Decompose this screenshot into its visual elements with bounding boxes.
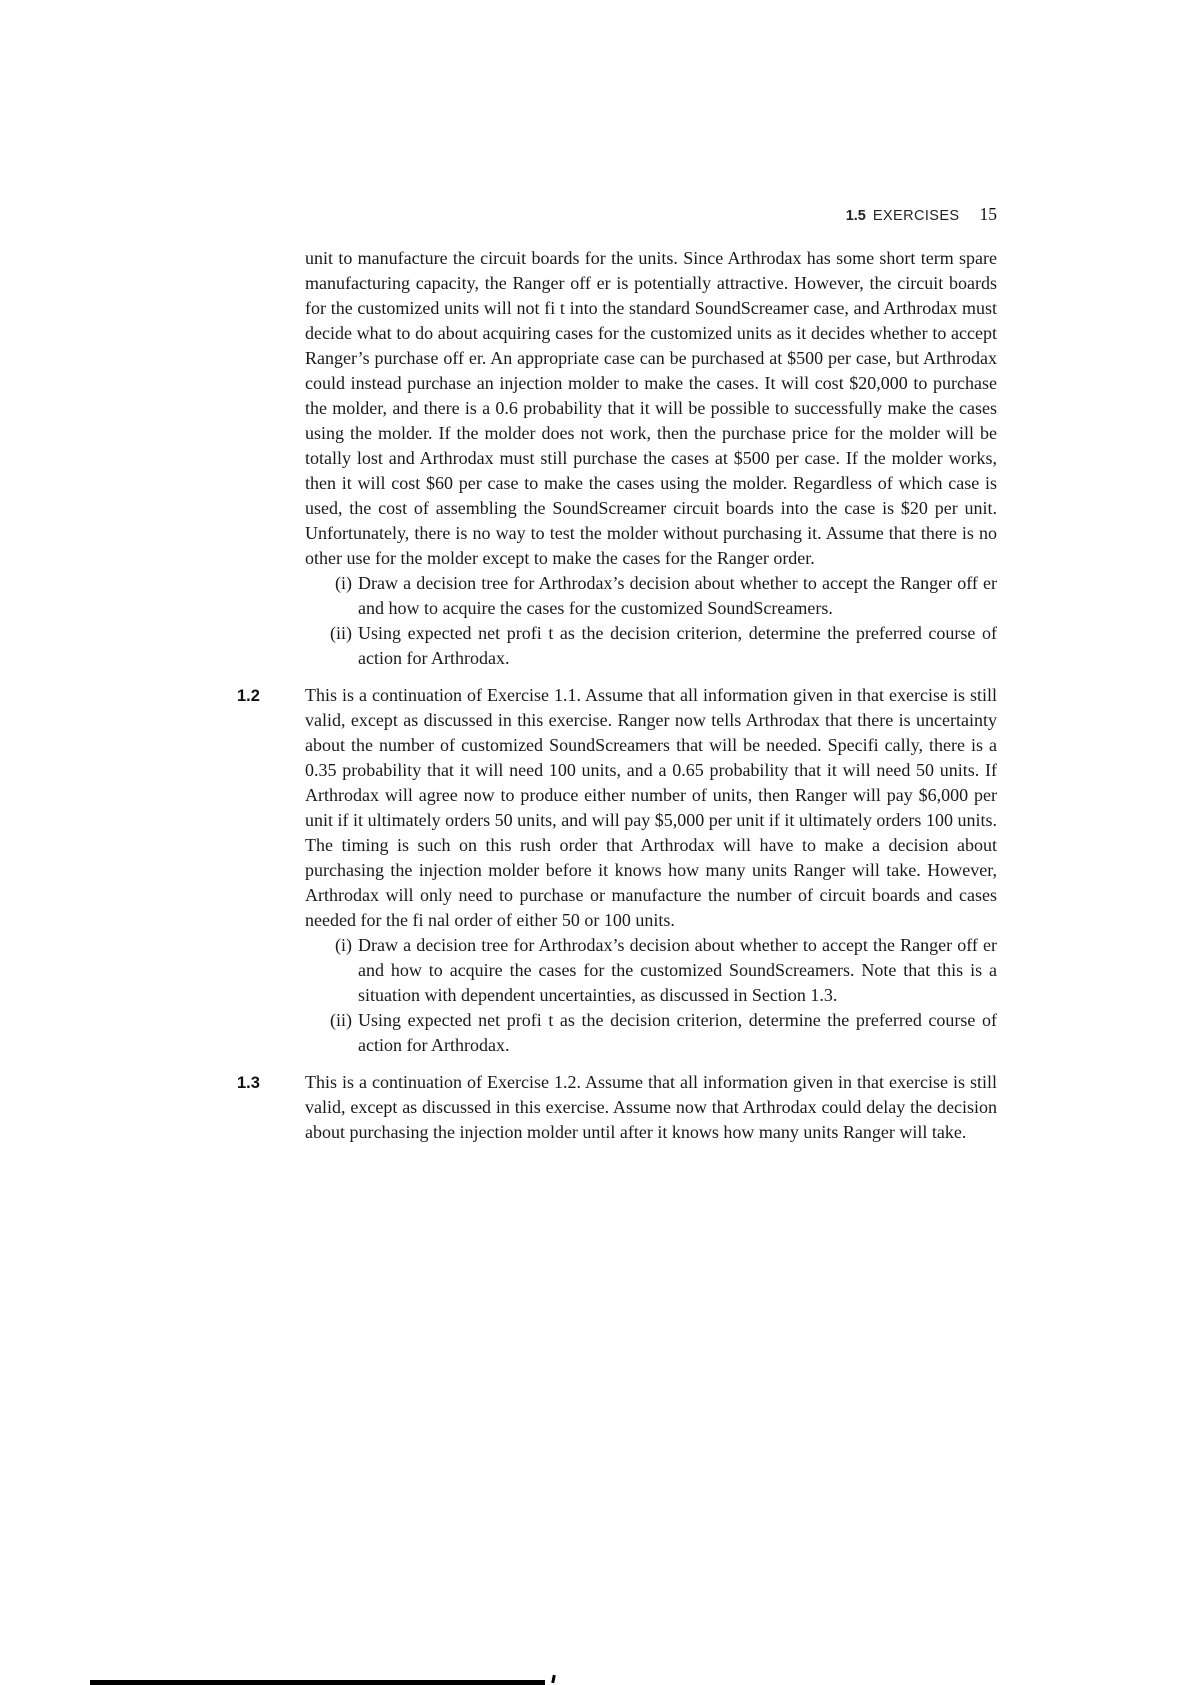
item-text: Draw a decision tree for Arthrodax’s decision about whether to accept the Ranger off er and how to acquire the cases for the customized SoundScreamers. <box>358 573 997 618</box>
exercise-paragraph: This is a continuation of Exercise 1.2. Assume that all information given in that exercise is still valid, except as discussed in this exercise. Assume now that Arthrodax could delay the decision about purchasing the injection molder until after it knows how many units Ranger will take. <box>305 1072 997 1142</box>
continuation-paragraph: unit to manufacture the circuit boards for the units. Since Arthrodax has some short term spare manufacturing capacity, the Ranger off er is potentially attractive. However, the circuit boards for the customized units will not fi t into the standard SoundScreamer case, and Arthrodax must decide what to do about acquiring cases for the customized units as it decides whether to accept Ranger’s purchase off er. An appropriate case can be purchased at $500 per case, but Arthrodax could instead purchase an injection molder to make the cases. It will cost $20,000 to purchase the molder, and there is a 0.6 probability that it will be possible to successfully make the cases using the molder. If the molder does not work, then the purchase price for the molder will be totally lost and Arthrodax must still purchase the cases at $500 per case. If the molder works, then it will cost $60 per case to make the cases using the molder. Regardless of which case is used, the cost of assembling the SoundScreamer circuit boards into the case is $20 per unit. Unfortunately, there is no way to test the molder without purchasing it. Assume that there is no other use for the molder except to make the cases for the Ranger order. <box>305 248 997 568</box>
section-number: 1.5 <box>845 208 866 224</box>
list-item <box>317 571 997 621</box>
list-item <box>317 1008 997 1058</box>
list-item <box>317 621 997 671</box>
running-head <box>305 204 997 225</box>
exercise-1-3 <box>237 1070 997 1145</box>
exercise-1-1-item-list <box>237 571 997 671</box>
scan-artifact-bar <box>90 1680 545 1685</box>
exercise-paragraph: This is a continuation of Exercise 1.1. Assume that all information given in that exercise is still valid, except as discussed in this exercise. Ranger now tells Arthrodax that there is uncertainty about the number of customized SoundScreamers that will be needed. Specifi cally, there is a 0.35 probability that it will need 100 units, and a 0.65 probability that it will need 50 units. If Arthrodax will agree now to produce either number of units, then Ranger will pay $6,000 per unit if it ultimately orders 50 units, and will pay $5,000 per unit if it ultimately orders 100 units. The timing is such on this rush order that Arthrodax will have to make a decision about purchasing the injection molder before it knows how many units Ranger will take. However, Arthrodax will only need to purchase or manufacture the number of circuit boards and cases needed for the fi nal order of either 50 or 100 units. <box>305 685 997 930</box>
exercise-1-2 <box>237 683 997 1058</box>
item-label: (ii) <box>330 1010 352 1030</box>
item-label: (i) <box>335 573 352 593</box>
exercise-number: 1.3 <box>237 1074 260 1092</box>
item-label: (ii) <box>330 623 352 643</box>
item-label: (i) <box>335 935 352 955</box>
item-text: Using expected net profi t as the decision criterion, determine the preferred course of action for Arthrodax. <box>358 623 997 668</box>
list-item <box>317 933 997 1008</box>
item-text: Using expected net profi t as the decision criterion, determine the preferred course of action for Arthrodax. <box>358 1010 997 1055</box>
item-text: Draw a decision tree for Arthrodax’s decision about whether to accept the Ranger off er and how to acquire the cases for the customized SoundScreamers. Note that this is a situation with dependent uncertainties, as discussed in Section 1.3. <box>358 935 997 1005</box>
scan-artifact-tick <box>551 1675 556 1683</box>
page-content <box>237 246 997 1145</box>
page-number: 15 <box>979 204 997 224</box>
section-title: EXERCISES <box>872 208 960 224</box>
exercise-number: 1.2 <box>237 687 260 705</box>
exercise-1-2-item-list <box>237 933 997 1058</box>
